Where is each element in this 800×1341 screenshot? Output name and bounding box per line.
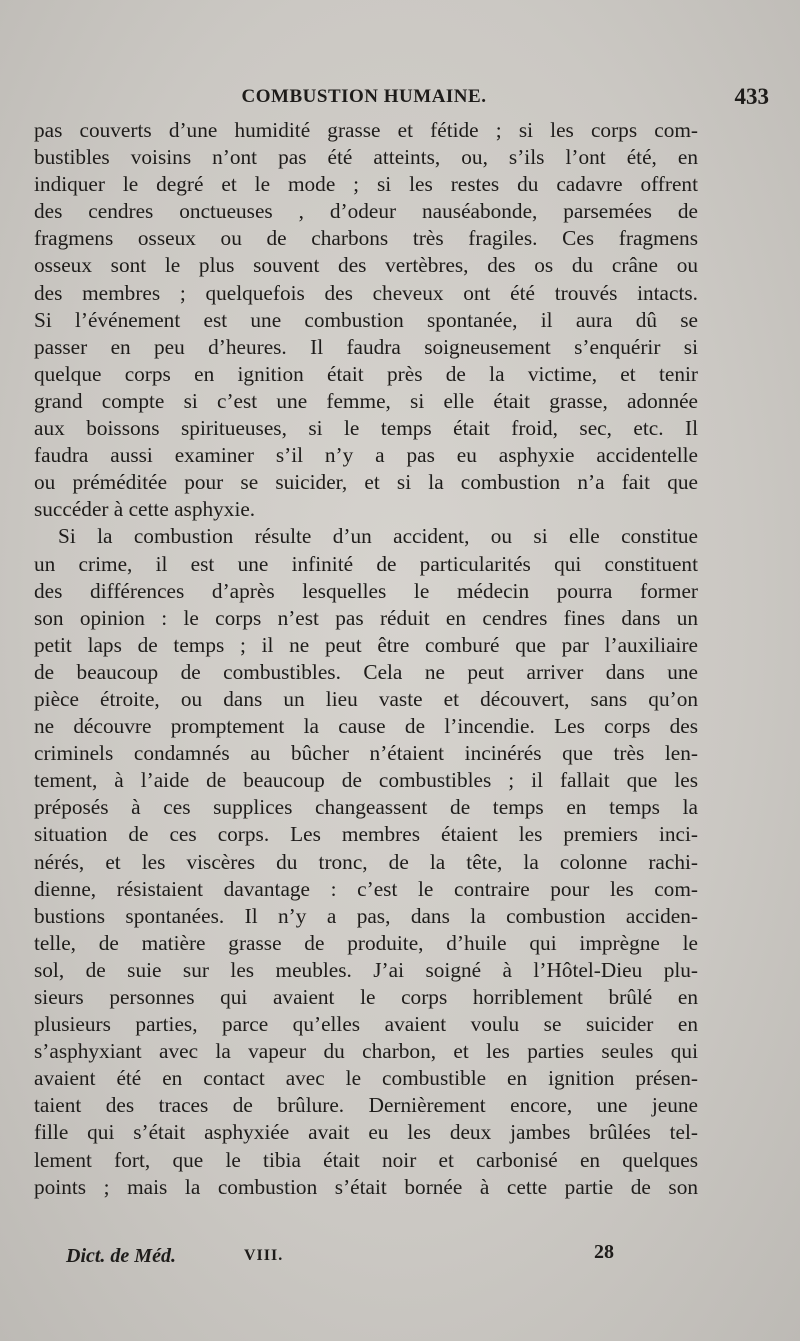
- text-line: ne découvre promptement la cause de l’incendie. Les corps des: [34, 714, 698, 739]
- body-text: [34, 117, 698, 1201]
- text-line: pas couverts d’une humidité grasse et fétide ; si les corps com-: [34, 118, 698, 142]
- text-line: de beaucoup de combustibles. Cela ne peut arriver dans une: [34, 659, 698, 684]
- text-line: Si l’événement est une combustion spontanée, il aura dû se: [34, 307, 698, 332]
- text-line: indiquer le degré et le mode ; si les restes du cadavre offrent: [34, 172, 698, 197]
- text-line: nérés, et les viscères du tronc, de la tête, la colonne rachi-: [34, 849, 698, 874]
- text-line: petit laps de temps ; il ne peut être comburé que par l’auxiliaire: [34, 632, 698, 657]
- text-line: succéder à cette asphyxie.: [34, 497, 256, 522]
- text-line: Si la combustion résulte d’un accident, ou si elle constitue: [58, 524, 698, 549]
- text-line: fragmens osseux ou de charbons très fragiles. Ces fragmens: [34, 226, 698, 251]
- text-line: sieurs personnes qui avaient le corps horriblement brûlé en: [34, 985, 698, 1009]
- text-line: ou préméditée pour se suicider, et si la combustion n’a fait que: [34, 470, 698, 495]
- text-line: dienne, résistaient davantage : c’est le contraire pour les com-: [34, 876, 698, 901]
- text-line: telle, de matière grasse de produite, d’huile qui imprègne le: [34, 930, 698, 955]
- text-line: faudra aussi examiner s’il n’y a pas eu asphyxie accidentelle: [34, 443, 698, 468]
- running-title: COMBUSTION HUMAINE.: [241, 86, 487, 107]
- text-line: bustibles voisins n’ont pas été atteints, ou, s’ils l’ont été, en: [34, 145, 698, 170]
- sheet-number: 28: [594, 1241, 614, 1263]
- text-line: tement, à l’aide de beaucoup de combustibles ; il fallait que les: [34, 768, 698, 793]
- text-line: son opinion : le corps n’est pas réduit en cendres fines dans un: [34, 605, 698, 630]
- text-line: taient des traces de brûlure. Dernièrement encore, une jeune: [34, 1093, 698, 1118]
- text-line: aux boissons spiritueuses, si le temps était froid, sec, etc. Il: [34, 416, 698, 441]
- page-number: 433: [734, 84, 769, 109]
- text-line: des membres ; quelquefois des cheveux ont été trouvés intacts.: [34, 280, 698, 305]
- page-footer: [66, 1241, 666, 1275]
- text-line: sol, de suie sur les meubles. J’ai soigné à l’Hôtel-Dieu plu-: [34, 957, 698, 982]
- text-line: pièce étroite, ou dans un lieu vaste et découvert, sans qu’on: [34, 686, 698, 711]
- text-line: s’asphyxiant avec la vapeur du charbon, et les parties seules qui: [34, 1039, 698, 1064]
- running-header: [32, 84, 769, 116]
- text-line: passer en peu d’heures. Il faudra soigneusement s’enquérir si: [34, 334, 698, 359]
- text-line: des différences d’après lesquelles le médecin pourra former: [34, 578, 698, 603]
- text-line: avaient été en contact avec le combustible en ignition présen-: [34, 1066, 698, 1091]
- text-line: points ; mais la combustion s’était bornée à cette partie de son: [34, 1174, 698, 1199]
- text-line: préposés à ces supplices changeassent de temps en temps la: [34, 795, 698, 820]
- text-line: bustions spontanées. Il n’y a pas, dans la combustion acciden-: [34, 903, 698, 928]
- text-line: grand compte si c’est une femme, si elle était grasse, adonnée: [34, 388, 698, 413]
- text-line: quelque corps en ignition était près de la victime, et tenir: [34, 361, 698, 386]
- text-line: criminels condamnés au bûcher n’étaient incinérés que très len-: [34, 741, 698, 766]
- signature-mark: Dict. de Méd.: [66, 1245, 176, 1267]
- text-line: osseux sont le plus souvent des vertèbres, des os du crâne ou: [34, 253, 698, 278]
- text-line: situation de ces corps. Les membres étaient les premiers inci-: [34, 822, 698, 847]
- volume-number: VIII.: [244, 1247, 284, 1264]
- text-line: fille qui s’était asphyxiée avait eu les deux jambes brûlées tel-: [34, 1120, 698, 1145]
- text-line: des cendres onctueuses , d’odeur nauséabonde, parsemées de: [34, 199, 698, 224]
- text-line: un crime, il est une infinité de particularités qui constituent: [34, 551, 698, 576]
- text-line: lement fort, que le tibia était noir et carbonisé en quelques: [34, 1147, 698, 1172]
- text-line: plusieurs parties, parce qu’elles avaient voulu se suicider en: [34, 1012, 698, 1037]
